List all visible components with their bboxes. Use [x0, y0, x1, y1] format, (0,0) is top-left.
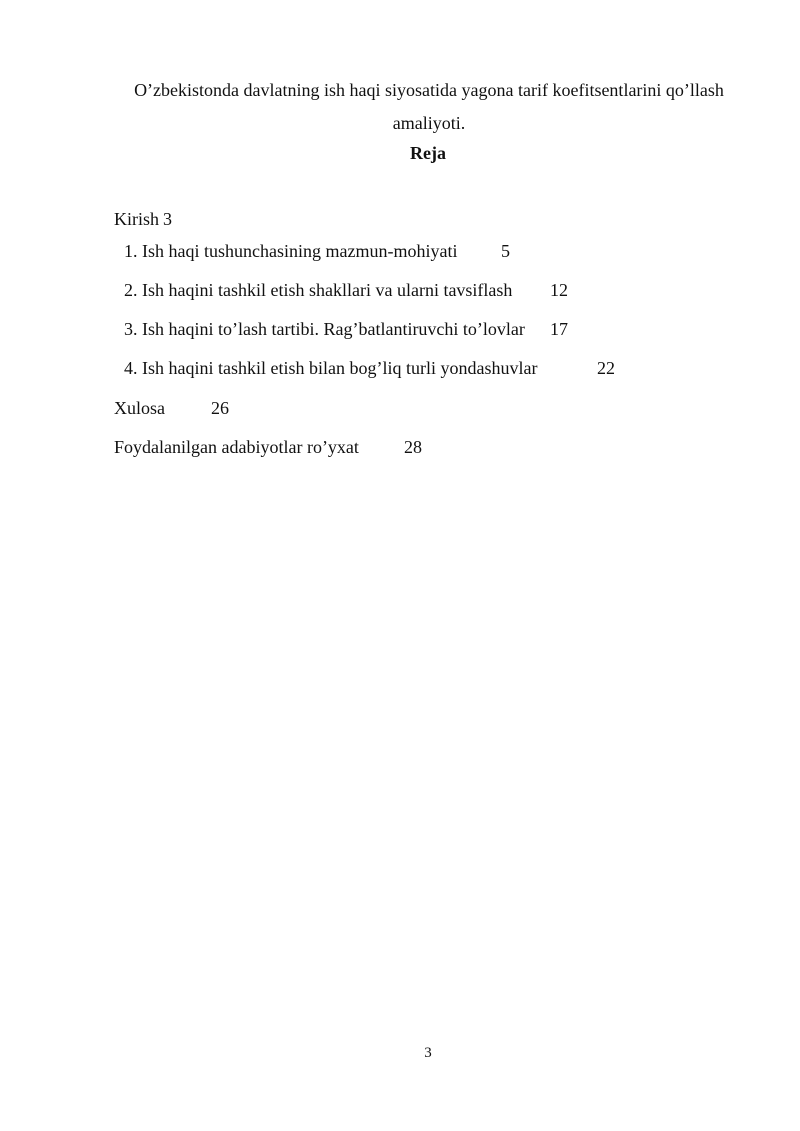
toc-item-page: 5: [501, 241, 510, 261]
toc-item-page: 17: [550, 319, 568, 339]
toc-item-label: 3. Ish haqini to’lash tartibi. Rag’batlantiruvchi to’lovlar: [124, 319, 525, 339]
toc-item-label: 4. Ish haqini tashkil etish bilan bog’liq turli yondashuvlar: [124, 358, 538, 378]
toc-references-page: 28: [404, 437, 422, 457]
toc-references-label: Foydalanilgan adabiyotlar ro’yxat: [114, 437, 359, 457]
toc-intro-label: Kirish: [114, 209, 159, 229]
toc-item-page: 22: [597, 358, 615, 378]
toc-item-label: 1. Ish haqi tushunchasining mazmun-mohiyati: [124, 241, 458, 261]
toc-item-page: 12: [550, 280, 568, 300]
toc-conclusion-label: Xulosa: [114, 398, 165, 418]
toc-conclusion-page: 26: [211, 398, 229, 418]
document-title: O’zbekistonda davlatning ish haqi siyosatida yagona tarif koefitsentlarini qo’llash amaliyoti.: [134, 80, 724, 133]
toc-intro-page: 3: [163, 209, 172, 229]
section-heading: Reja: [410, 143, 446, 163]
page-number: 3: [424, 1045, 432, 1061]
toc-item-label: 2. Ish haqini tashkil etish shakllari va ularni tavsiflash: [124, 280, 513, 300]
